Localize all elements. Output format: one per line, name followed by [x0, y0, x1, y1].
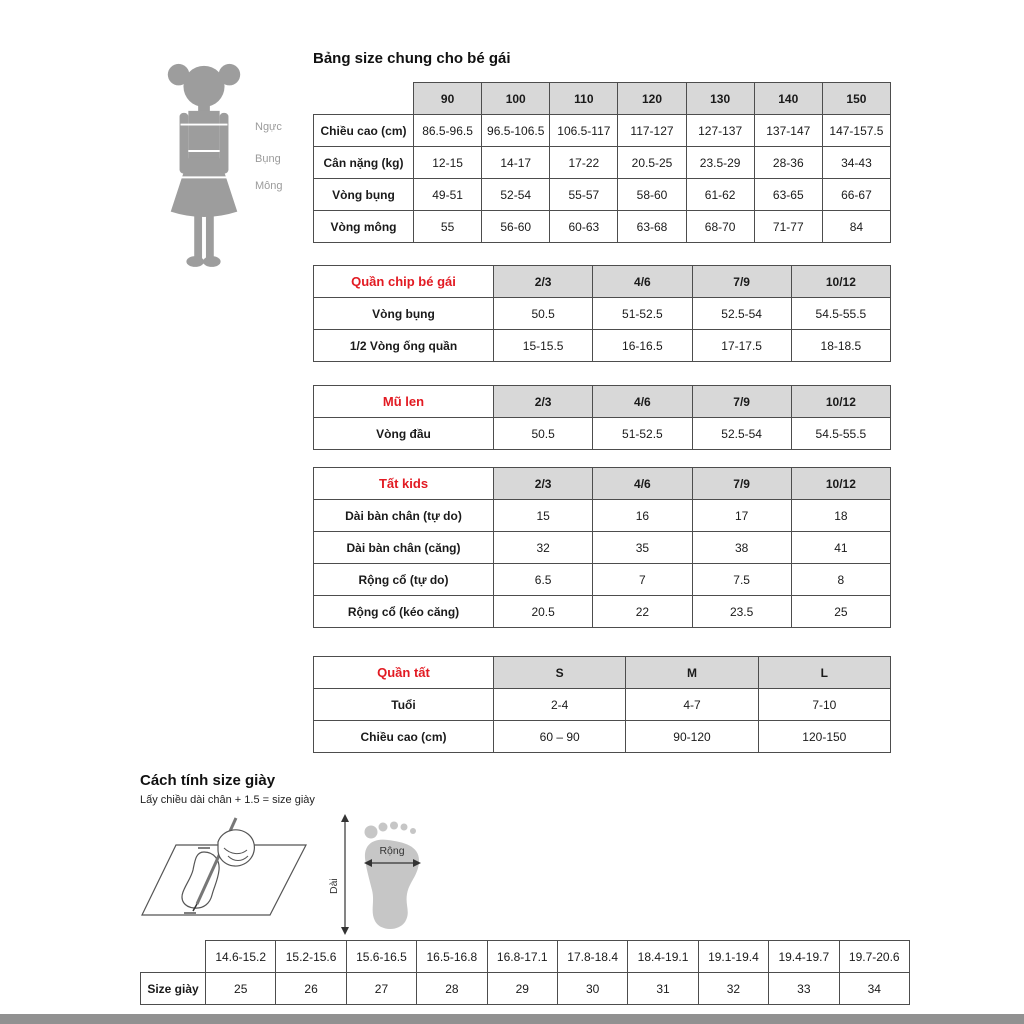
foot-measure-illustration	[140, 812, 440, 942]
shoe_table-empty-label	[141, 941, 206, 973]
value-cell: 32	[698, 973, 768, 1005]
shoe-section-subtitle: Lấy chiều dài chân + 1.5 = size giày	[140, 794, 315, 806]
size-header-cell: S	[494, 657, 626, 689]
value-cell: 106.5-117	[550, 115, 618, 147]
header-row	[314, 657, 891, 689]
row-label: Vòng đầu	[314, 418, 494, 450]
shoe-section-title: Cách tính size giày	[140, 772, 276, 789]
row-label: Rộng cổ (tự do)	[314, 564, 494, 596]
value-cell: 26	[276, 973, 346, 1005]
row-label: 1/2 Vòng ống quần	[314, 330, 494, 362]
value-cell: 49-51	[414, 179, 482, 211]
value-cell: 58-60	[618, 179, 686, 211]
main_table-corner	[314, 83, 414, 115]
value-cell: 19.1-19.4	[698, 941, 768, 973]
value-cell: 18.4-19.1	[628, 941, 698, 973]
size-header-cell: 100	[482, 83, 550, 115]
table-row	[314, 115, 891, 147]
value-cell: 68-70	[686, 211, 754, 243]
value-cell: 12-15	[414, 147, 482, 179]
value-cell: 7	[593, 564, 692, 596]
tights_table-title: Quần tất	[314, 657, 494, 689]
value-cell: 16.5-16.8	[417, 941, 487, 973]
size-header-cell: 90	[414, 83, 482, 115]
value-cell: 84	[822, 211, 890, 243]
row-label: Cân nặng (kg)	[314, 147, 414, 179]
value-cell: 15-15.5	[494, 330, 593, 362]
table-row	[314, 689, 891, 721]
row-label: Dài bàn chân (tự do)	[314, 500, 494, 532]
table-row	[314, 330, 891, 362]
value-cell: 41	[791, 532, 890, 564]
value-cell: 6.5	[494, 564, 593, 596]
shoe-size-table	[140, 940, 910, 1005]
value-cell: 147-157.5	[822, 115, 890, 147]
row-label: Tuổi	[314, 689, 494, 721]
size-header-cell: 150	[822, 83, 890, 115]
value-cell: 29	[487, 973, 557, 1005]
value-cell: 16-16.5	[593, 330, 692, 362]
value-cell: 54.5-55.5	[791, 418, 890, 450]
page-title: Bảng size chung cho bé gái	[313, 50, 511, 67]
chip_table-table	[313, 265, 891, 362]
girl-silhouette-icon	[145, 60, 263, 285]
table-row	[141, 941, 910, 973]
size-header-cell: 10/12	[791, 386, 890, 418]
hip-measure-label: Mông	[255, 180, 283, 192]
value-cell: 17	[692, 500, 791, 532]
value-cell: 22	[593, 596, 692, 628]
value-cell: 7-10	[758, 689, 890, 721]
value-cell: 27	[346, 973, 416, 1005]
size-header-cell: 4/6	[593, 468, 692, 500]
value-cell: 50.5	[494, 418, 593, 450]
size-header-cell: 140	[754, 83, 822, 115]
value-cell: 20.5-25	[618, 147, 686, 179]
value-cell: 71-77	[754, 211, 822, 243]
table-row	[314, 418, 891, 450]
table-row	[141, 973, 910, 1005]
row-label: Vòng bụng	[314, 179, 414, 211]
value-cell: 38	[692, 532, 791, 564]
value-cell: 28-36	[754, 147, 822, 179]
value-cell: 25	[791, 596, 890, 628]
value-cell: 15.6-16.5	[346, 941, 416, 973]
value-cell: 120-150	[758, 721, 890, 753]
size-header-cell: 110	[550, 83, 618, 115]
value-cell: 32	[494, 532, 593, 564]
value-cell: 15.2-15.6	[276, 941, 346, 973]
value-cell: 56-60	[482, 211, 550, 243]
size-header-cell: 120	[618, 83, 686, 115]
belly-measure-label: Bụng	[255, 153, 281, 165]
table-row	[314, 532, 891, 564]
value-cell: 14.6-15.2	[206, 941, 276, 973]
main_table-table	[313, 82, 891, 243]
row-label: Dài bàn chân (căng)	[314, 532, 494, 564]
value-cell: 7.5	[692, 564, 791, 596]
value-cell: 19.4-19.7	[769, 941, 839, 973]
value-cell: 137-147	[754, 115, 822, 147]
value-cell: 52.5-54	[692, 298, 791, 330]
value-cell: 96.5-106.5	[482, 115, 550, 147]
size-header-cell: 7/9	[692, 266, 791, 298]
size-header-cell: 2/3	[494, 386, 593, 418]
value-cell: 55	[414, 211, 482, 243]
size-header-cell: 7/9	[692, 386, 791, 418]
hat_table-table	[313, 385, 891, 450]
value-cell: 60 – 90	[494, 721, 626, 753]
value-cell: 16.8-17.1	[487, 941, 557, 973]
row-label: Vòng bụng	[314, 298, 494, 330]
size-header-cell: 2/3	[494, 468, 593, 500]
value-cell: 50.5	[494, 298, 593, 330]
socks-size-table	[313, 467, 891, 628]
tights-size-table	[313, 656, 891, 753]
size-header-cell: 4/6	[593, 386, 692, 418]
value-cell: 90-120	[626, 721, 758, 753]
length-arrow-label: Dài	[328, 878, 340, 894]
value-cell: 31	[628, 973, 698, 1005]
value-cell: 33	[769, 973, 839, 1005]
size-header-cell: 10/12	[791, 468, 890, 500]
value-cell: 20.5	[494, 596, 593, 628]
size-header-cell: 7/9	[692, 468, 791, 500]
value-cell: 52.5-54	[692, 418, 791, 450]
row-label: Chiều cao (cm)	[314, 115, 414, 147]
tights_table-table	[313, 656, 891, 753]
header-row	[314, 83, 891, 115]
value-cell: 19.7-20.6	[839, 941, 909, 973]
main-size-table	[313, 82, 891, 243]
value-cell: 55-57	[550, 179, 618, 211]
value-cell: 34	[839, 973, 909, 1005]
value-cell: 2-4	[494, 689, 626, 721]
chip_table-title: Quần chip bé gái	[314, 266, 494, 298]
bottom-gray-bar	[0, 1014, 1024, 1024]
size-header-cell: 10/12	[791, 266, 890, 298]
table-row	[314, 721, 891, 753]
width-arrow-label: Rộng	[379, 845, 405, 857]
size-header-cell: 2/3	[494, 266, 593, 298]
value-cell: 25	[206, 973, 276, 1005]
value-cell: 14-17	[482, 147, 550, 179]
size-header-cell: 4/6	[593, 266, 692, 298]
chest-measure-label: Ngực	[255, 121, 282, 133]
value-cell: 63-65	[754, 179, 822, 211]
value-cell: 17.8-18.4	[557, 941, 627, 973]
underwear-size-table	[313, 265, 891, 362]
value-cell: 17-22	[550, 147, 618, 179]
foot-measure-icon	[140, 812, 440, 937]
hat-size-table	[313, 385, 891, 450]
table-row	[314, 179, 891, 211]
value-cell: 23.5	[692, 596, 791, 628]
value-cell: 28	[417, 973, 487, 1005]
value-cell: 66-67	[822, 179, 890, 211]
table-row	[314, 500, 891, 532]
header-row	[314, 468, 891, 500]
value-cell: 127-137	[686, 115, 754, 147]
value-cell: 35	[593, 532, 692, 564]
table-row	[314, 298, 891, 330]
row-label: Vòng mông	[314, 211, 414, 243]
table-row	[314, 564, 891, 596]
socks_table-title: Tất kids	[314, 468, 494, 500]
size-header-cell: 130	[686, 83, 754, 115]
value-cell: 52-54	[482, 179, 550, 211]
value-cell: 4-7	[626, 689, 758, 721]
value-cell: 18	[791, 500, 890, 532]
row-label: Size giày	[141, 973, 206, 1005]
socks_table-table	[313, 467, 891, 628]
row-label: Chiều cao (cm)	[314, 721, 494, 753]
header-row	[314, 386, 891, 418]
value-cell: 63-68	[618, 211, 686, 243]
row-label: Rộng cổ (kéo căng)	[314, 596, 494, 628]
value-cell: 86.5-96.5	[414, 115, 482, 147]
value-cell: 23.5-29	[686, 147, 754, 179]
value-cell: 17-17.5	[692, 330, 791, 362]
value-cell: 60-63	[550, 211, 618, 243]
hat_table-title: Mũ len	[314, 386, 494, 418]
value-cell: 117-127	[618, 115, 686, 147]
value-cell: 8	[791, 564, 890, 596]
header-row	[314, 266, 891, 298]
value-cell: 61-62	[686, 179, 754, 211]
table-row	[314, 596, 891, 628]
girl-figure-illustration	[145, 60, 263, 290]
value-cell: 54.5-55.5	[791, 298, 890, 330]
value-cell: 51-52.5	[593, 298, 692, 330]
value-cell: 30	[557, 973, 627, 1005]
table-row	[314, 211, 891, 243]
shoe_table-table	[140, 940, 910, 1005]
value-cell: 18-18.5	[791, 330, 890, 362]
value-cell: 34-43	[822, 147, 890, 179]
table-row	[314, 147, 891, 179]
value-cell: 16	[593, 500, 692, 532]
value-cell: 15	[494, 500, 593, 532]
value-cell: 51-52.5	[593, 418, 692, 450]
size-header-cell: M	[626, 657, 758, 689]
size-header-cell: L	[758, 657, 890, 689]
